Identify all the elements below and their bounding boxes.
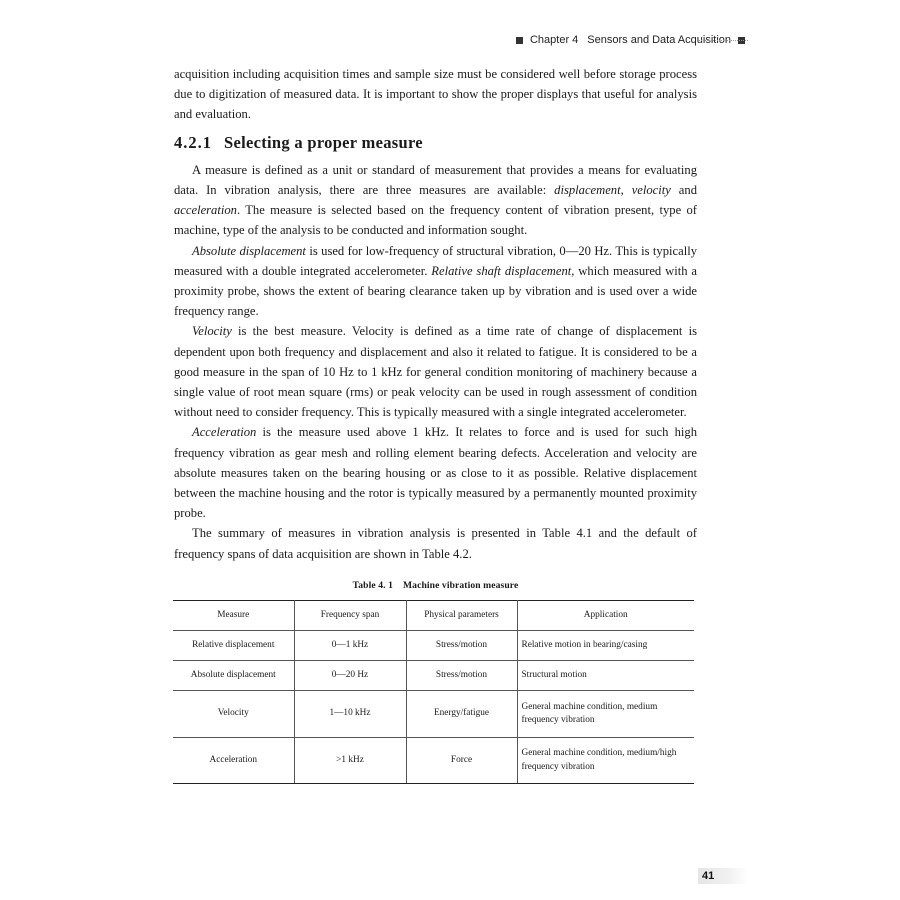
cell-measure: Absolute displacement — [173, 661, 294, 691]
cell-application: Relative motion in bearing/casing — [517, 631, 694, 661]
table-row — [173, 631, 694, 661]
cell-frequency-span: 0—20 Hz — [294, 661, 406, 691]
term-velocity: velocity — [631, 183, 671, 198]
text-run: . The measure is selected based on the frequency content of vibration present, type of machine, type of the analysis to be conducted and information sought. — [174, 203, 697, 238]
header-title: Sensors and Data Acquisition — [587, 34, 731, 46]
page-number-tab — [698, 868, 748, 884]
section-title: Selecting a proper measure — [224, 132, 423, 152]
term-acceleration: Acceleration — [192, 425, 257, 440]
table-caption-label: Table 4. 1 — [352, 579, 394, 591]
text-run: is the best measure. Velocity is defined as a time rate of change of displacement is dependent upon both frequency and displacement and also it related to fatigue. It is considered to be a good measure in the span of 10 Hz to 1 kHz for general condition monitoring of machinery because a single value of root mean square (rms) or peak velocity can be used in rough assessment of condition without need to consider frequency. This is typically measured with a single integrated accelerometer. — [174, 324, 697, 420]
table-caption-title: Machine vibration measure — [403, 579, 519, 591]
machine-vibration-measure-table — [173, 600, 694, 784]
header-cell: Application — [517, 601, 694, 631]
paragraph-continuation: acquisition including acquisition times and sample size must be considered well before storage process due to digitization of measured data. It is important to show the proper displays that useful for analysis and evaluation. — [174, 67, 697, 122]
cell-measure: Velocity — [173, 691, 294, 738]
term-relative-shaft-displacement: Relative shaft displacement — [431, 263, 572, 278]
text-run: A measure is defined as a unit or standard of measurement that provides a means for evaluating data. In vibration analysis, there are three measures are available: — [174, 162, 697, 198]
term-acceleration: acceleration — [174, 203, 237, 218]
cell-measure: Acceleration — [173, 738, 294, 784]
header-dotted-rule — [698, 40, 748, 41]
cell-frequency-span: 1—10 kHz — [294, 691, 406, 738]
paragraph-velocity — [174, 321, 697, 422]
section-number: 4.2.1 — [174, 132, 212, 152]
term-displacement: displacement — [554, 183, 621, 198]
cell-measure: Relative displacement — [173, 631, 294, 661]
cell-application: General machine condition, medium/high frequency vibration — [517, 738, 694, 784]
header-chapter: Chapter 4 — [529, 34, 579, 46]
text-run: is the measure used above 1 kHz. It relates to force and is used for such high frequency vibration as gear mesh and rolling element bearing defects. Acceleration and velocity are absolute measures taken on the bearing housing or as close to it as possible. Relative displacement between the machine housing and the rotor is typically measured by a permanently mounted proximity probe. — [174, 425, 697, 521]
cell-application: Structural motion — [517, 661, 694, 691]
paragraph-displacement — [174, 241, 697, 322]
text-run: , — [620, 183, 632, 198]
cell-physical-parameters: Stress/motion — [406, 631, 517, 661]
cell-application: General machine condition, medium frequency vibration — [517, 691, 694, 738]
header-cell: Measure — [173, 601, 294, 631]
cell-physical-parameters: Force — [406, 738, 517, 784]
paragraph-measure-definition — [174, 160, 697, 241]
text-run: , which measured with a proximity probe, shows the extent of bearing clearance taken up by vibration and is used over a wide frequency range. — [174, 263, 697, 319]
term-absolute-displacement: Absolute displacement — [192, 243, 306, 258]
table-header-row — [173, 601, 694, 631]
paragraph-summary: The summary of measures in vibration analysis is presented in Table 4.1 and the default of frequency spans of data acquisition are shown in Table 4.2. — [174, 526, 697, 561]
section-heading — [174, 133, 697, 153]
page-number: 41 — [702, 870, 715, 882]
term-velocity: Velocity — [192, 324, 232, 339]
table-row — [173, 661, 694, 691]
text-run: is used for low-frequency of structural vibration, 0—20 Hz. This is typically measured with a double integrated accelerometer. — [174, 243, 697, 278]
text-run: and — [670, 183, 697, 198]
page-body — [174, 64, 697, 784]
header-cell: Physical parameters — [406, 601, 517, 631]
cell-physical-parameters: Energy/fatigue — [406, 691, 517, 738]
paragraph-acceleration — [174, 422, 697, 523]
cell-frequency-span: >1 kHz — [294, 738, 406, 784]
table-row — [173, 738, 694, 784]
cell-physical-parameters: Stress/motion — [406, 661, 517, 691]
cell-frequency-span: 0—1 kHz — [294, 631, 406, 661]
square-bullet-icon — [516, 37, 523, 44]
table-caption — [174, 576, 697, 596]
header-cell: Frequency span — [294, 601, 406, 631]
table-row — [173, 691, 694, 738]
